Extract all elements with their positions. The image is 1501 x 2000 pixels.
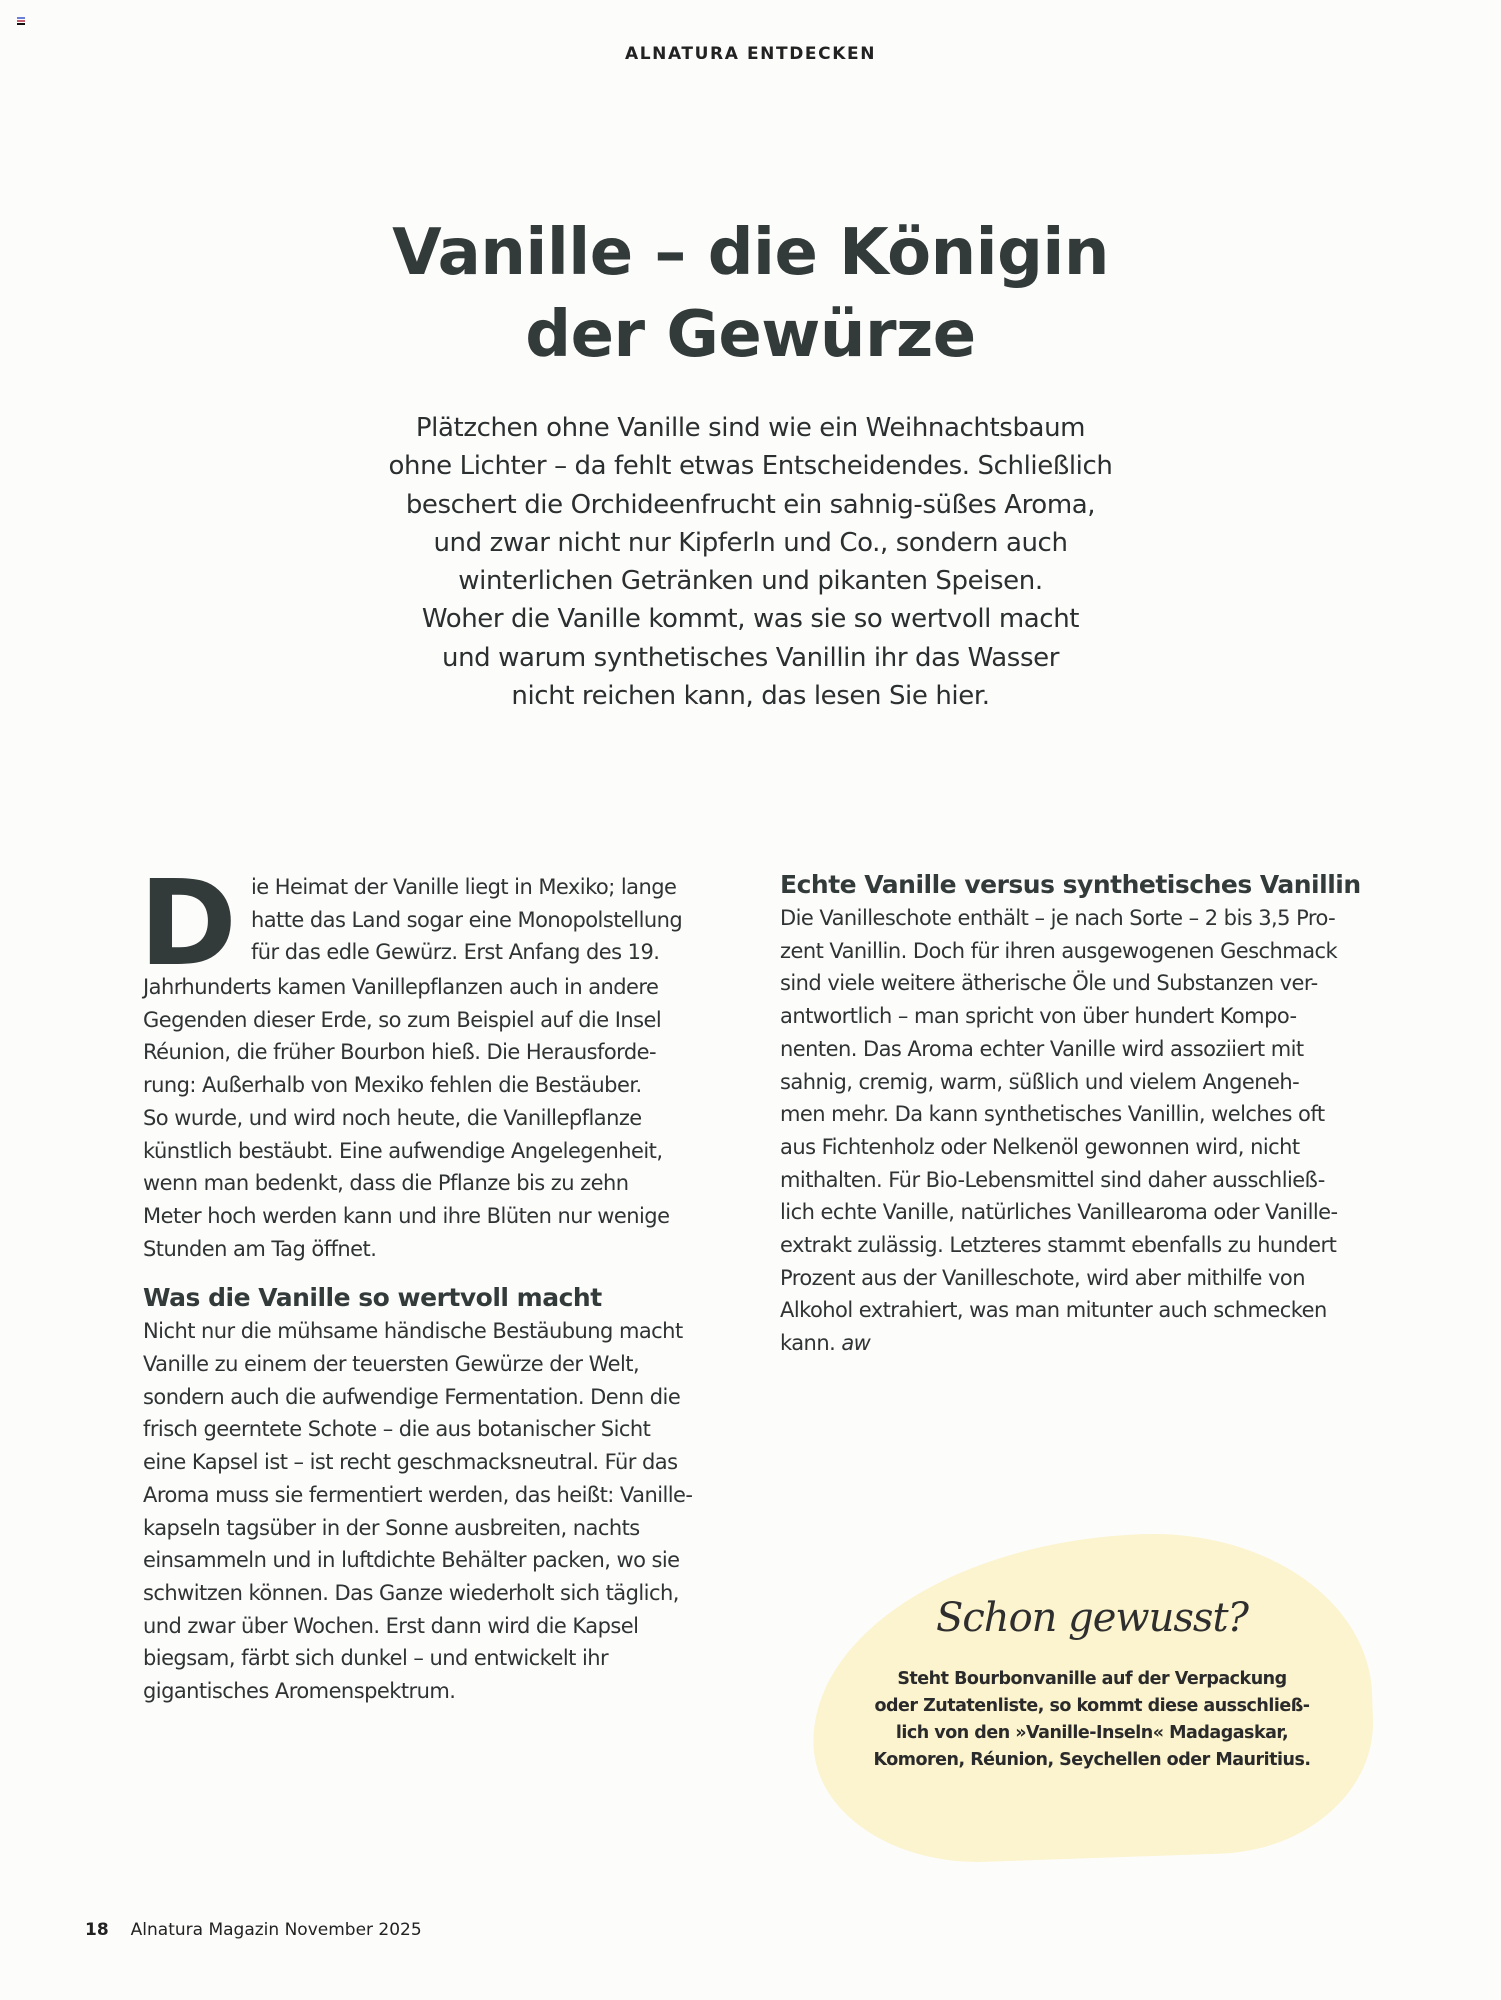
body-line: sondern auch die aufwendige Fermentation. Denn die — [143, 1384, 681, 1409]
body-line: Nicht nur die mühsame händische Bestäubung macht — [143, 1319, 683, 1344]
fact-line: lich von den »Vanille-Inseln« Madagaskar, — [895, 1723, 1289, 1743]
body-line: schwitzen können. Das Ganze wiederholt sich täglich, — [143, 1580, 679, 1605]
body-line: Jahrhunderts kamen Vanillepflanzen auch in andere — [143, 975, 659, 999]
intro-paragraph — [330, 409, 1171, 715]
body-line: kapseln tagsüber in der Sonne ausbreiten, nachts — [143, 1515, 640, 1540]
body-line: antwortlich – man spricht von über hundert Kompo- — [780, 1004, 1297, 1029]
intro-line: Woher die Vanille kommt, was sie so wertvoll macht — [421, 604, 1080, 635]
body-line: wenn man bedenkt, dass die Pflanze bis zu zehn — [143, 1171, 629, 1196]
article-column-left — [139, 854, 743, 1708]
title-line: der Gewürze — [525, 298, 976, 372]
body-line: ie Heimat der Vanille liegt in Mexiko; lange — [250, 875, 677, 899]
body-line: men mehr. Da kann synthetisches Vanillin, welches oft — [780, 1102, 1325, 1127]
subheading: Echte Vanille versus synthetisches Vanillin — [780, 870, 1361, 899]
fact-box-title: Schon gewusst? — [936, 1595, 1248, 1641]
body-line: So wurde, und wird noch heute, die Vanillepflanze — [143, 1105, 642, 1130]
body-line: hatte das Land sogar eine Monopolstellung — [250, 907, 683, 932]
fact-line: oder Zutatenliste, so kommt diese ausschließ- — [874, 1696, 1310, 1716]
body-line: für das edle Gewürz. Erst Anfang des 19. — [250, 940, 660, 965]
body-line: Alkohol extrahiert, was man mitunter auch schmecken — [780, 1298, 1327, 1323]
body-line: Vanille zu einem der teuersten Gewürze der Welt, — [143, 1352, 640, 1377]
article-column-right — [780, 868, 1378, 1360]
publication-name: Alnatura Magazin November 2025 — [130, 1920, 422, 1940]
body-line: nenten. Das Aroma echter Vanille wird assoziiert mit — [780, 1036, 1304, 1061]
body-line: biegsam, färbt sich dunkel – und entwickelt ihr — [143, 1646, 609, 1671]
fact-line: Steht Bourbonvanille auf der Verpackung — [897, 1669, 1287, 1689]
body-line: Aroma muss sie fermentiert werden, das heißt: Vanille- — [143, 1482, 693, 1507]
page-title — [0, 212, 1501, 376]
body-paragraph — [143, 1315, 743, 1707]
body-line: und zwar über Wochen. Erst dann wird die Kapsel — [143, 1613, 639, 1638]
fact-line: Komoren, Réunion, Seychellen oder Mauritius. — [873, 1750, 1311, 1770]
fact-box-text — [862, 1666, 1322, 1774]
intro-line: und warum synthetisches Vanillin ihr das Wasser — [442, 642, 1059, 673]
page-number: 18 — [85, 1920, 109, 1940]
body-line: einsammeln und in luftdichte Behälter packen, wo sie — [143, 1548, 680, 1573]
intro-line: winterlichen Getränken und pikanten Speisen. — [458, 566, 1043, 597]
body-line: rung: Außerhalb von Mexiko fehlen die Bestäuber. — [143, 1073, 642, 1098]
body-line: gigantisches Aromenspektrum. — [143, 1679, 456, 1704]
body-line: aus Fichtenholz oder Nelkenöl gewonnen wird, nicht — [780, 1134, 1300, 1159]
author-signature: aw — [841, 1331, 871, 1356]
body-line: Meter hoch werden kann und ihre Blüten nur wenige — [143, 1203, 670, 1228]
body-line: sind viele weitere ätherische Öle und Substanzen ver- — [780, 971, 1318, 996]
body-paragraph — [139, 854, 743, 1265]
body-line: eine Kapsel ist – ist recht geschmacksneutral. Für das — [143, 1450, 678, 1475]
title-line: Vanille – die Königin — [392, 216, 1109, 290]
intro-line: und zwar nicht nur Kipferln und Co., sondern auch — [433, 527, 1068, 558]
body-paragraph — [780, 902, 1378, 1360]
body-line: Gegenden dieser Erde, so zum Beispiel auf die Insel — [143, 1007, 662, 1032]
body-line: Stunden am Tag öffnet. — [143, 1236, 377, 1261]
section-label: ALNATURA ENTDECKEN — [624, 44, 877, 64]
body-text: kann. — [780, 1331, 842, 1356]
page-footer — [85, 1920, 422, 1940]
body-line: mithalten. Für Bio-Lebensmittel sind daher ausschließ- — [780, 1167, 1325, 1192]
body-line: extrakt zulässig. Letzteres stammt ebenfalls zu hundert — [780, 1233, 1337, 1258]
page-marker-icon — [17, 17, 25, 26]
intro-line: beschert die Orchideenfrucht ein sahnig-süßes Aroma, — [405, 489, 1096, 520]
body-line: frisch geerntete Schote – die aus botanischer Sicht — [143, 1417, 651, 1442]
intro-line: nicht reichen kann, das lesen Sie hier. — [511, 681, 990, 712]
drop-cap: D — [139, 854, 237, 992]
body-line: Die Vanilleschote enthält – je nach Sorte – 2 bis 3,5 Pro- — [780, 906, 1336, 930]
intro-line: ohne Lichter – da fehlt etwas Entscheidendes. Schließlich — [388, 451, 1113, 482]
body-line: Réunion, die früher Bourbon hieß. Die Herausforde- — [143, 1040, 657, 1065]
body-line: Prozent aus der Vanilleschote, wird aber mithilfe von — [780, 1265, 1305, 1290]
subheading: Was die Vanille so wertvoll macht — [143, 1283, 602, 1313]
body-line: künstlich bestäubt. Eine aufwendige Angelegenheit, — [143, 1138, 663, 1163]
body-line-last — [780, 1327, 1378, 1360]
body-line: zent Vanillin. Doch für ihren ausgewogenen Geschmack — [780, 938, 1338, 963]
intro-line: Plätzchen ohne Vanille sind wie ein Weihnachtsbaum — [415, 413, 1086, 443]
body-line: lich echte Vanille, natürliches Vanillearoma oder Vanille- — [780, 1200, 1338, 1225]
body-line: sahnig, cremig, warm, süßlich und vielem Angeneh- — [780, 1069, 1300, 1094]
